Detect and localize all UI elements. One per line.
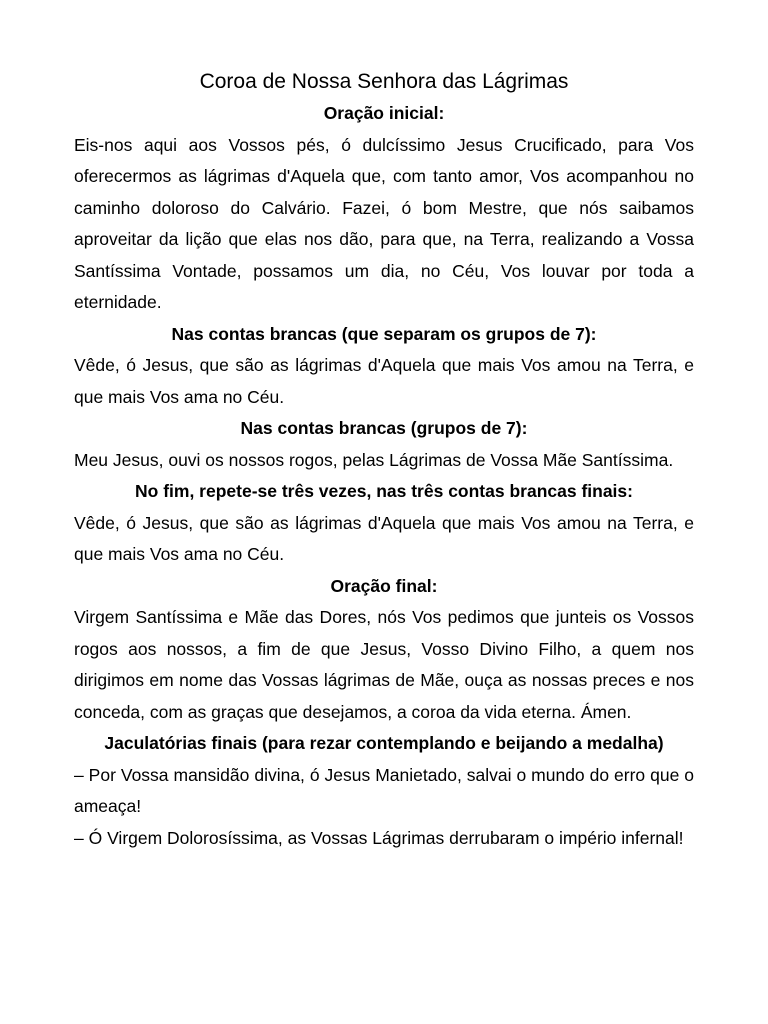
section-text-final-beads: Vêde, ó Jesus, que são as lágrimas d'Aquela que mais Vos amou na Terra, e que mais Vos ama no Céu. <box>74 512 694 564</box>
section-heading-final-beads: No fim, repete-se três vezes, nas três contas brancas finais: <box>135 481 633 501</box>
section-heading-group-beads: Nas contas brancas (grupos de 7): <box>240 418 528 438</box>
section-heading-closing-prayer: Oração final: <box>330 575 438 596</box>
section-text-opening-prayer: Eis-nos aqui aos Vossos pés, ó dulcíssimo Jesus Crucificado, para Vos oferecermos as lágrimas d'Aquela que, com tanto amor, Vos acompanhou no caminho doloroso do Calvário. Fazei, ó bom Mestre, que nós saibamos aproveitar da lição que elas nos dão, para que, na Terra, realizando a Vossa Santíssima Vontade, possamos um dia, no Céu, Vos louvar por toda a eternidade. <box>74 134 694 312</box>
section-heading-ejaculations: Jaculatórias finais (para rezar contemplando e beijando a medalha) <box>104 733 664 753</box>
document-title: Coroa de Nossa Senhora das Lágrimas <box>199 70 569 93</box>
ejaculation-line-1: – Por Vossa mansidão divina, ó Jesus Manietado, salvai o mundo do erro que o ameaça! <box>74 764 694 816</box>
ejaculation-line-2: – Ó Virgem Dolorosíssima, as Vossas Lágrimas derrubaram o império infernal! <box>74 827 684 848</box>
section-text-group-beads: Meu Jesus, ouvi os nossos rogos, pelas Lágrimas de Vossa Mãe Santíssima. <box>74 449 674 470</box>
section-heading-separator-beads: Nas contas brancas (que separam os grupos de 7): <box>171 323 597 344</box>
section-heading-opening-prayer: Oração inicial: <box>323 103 445 123</box>
section-text-separator-beads: Vêde, ó Jesus, que são as lágrimas d'Aquela que mais Vos amou na Terra, e que mais Vos ama no Céu. <box>74 355 694 407</box>
document-page <box>74 66 694 854</box>
section-text-closing-prayer: Virgem Santíssima e Mãe das Dores, nós Vos pedimos que junteis os Vossos rogos aos nossos, a fim de que Jesus, Vosso Divino Filho, a quem nos dirigimos em nome das Vossas lágrimas de Mãe, ouça as nossas preces e nos conceda, com as graças que desejamos, a coroa da vida eterna. Ámen. <box>74 607 694 722</box>
